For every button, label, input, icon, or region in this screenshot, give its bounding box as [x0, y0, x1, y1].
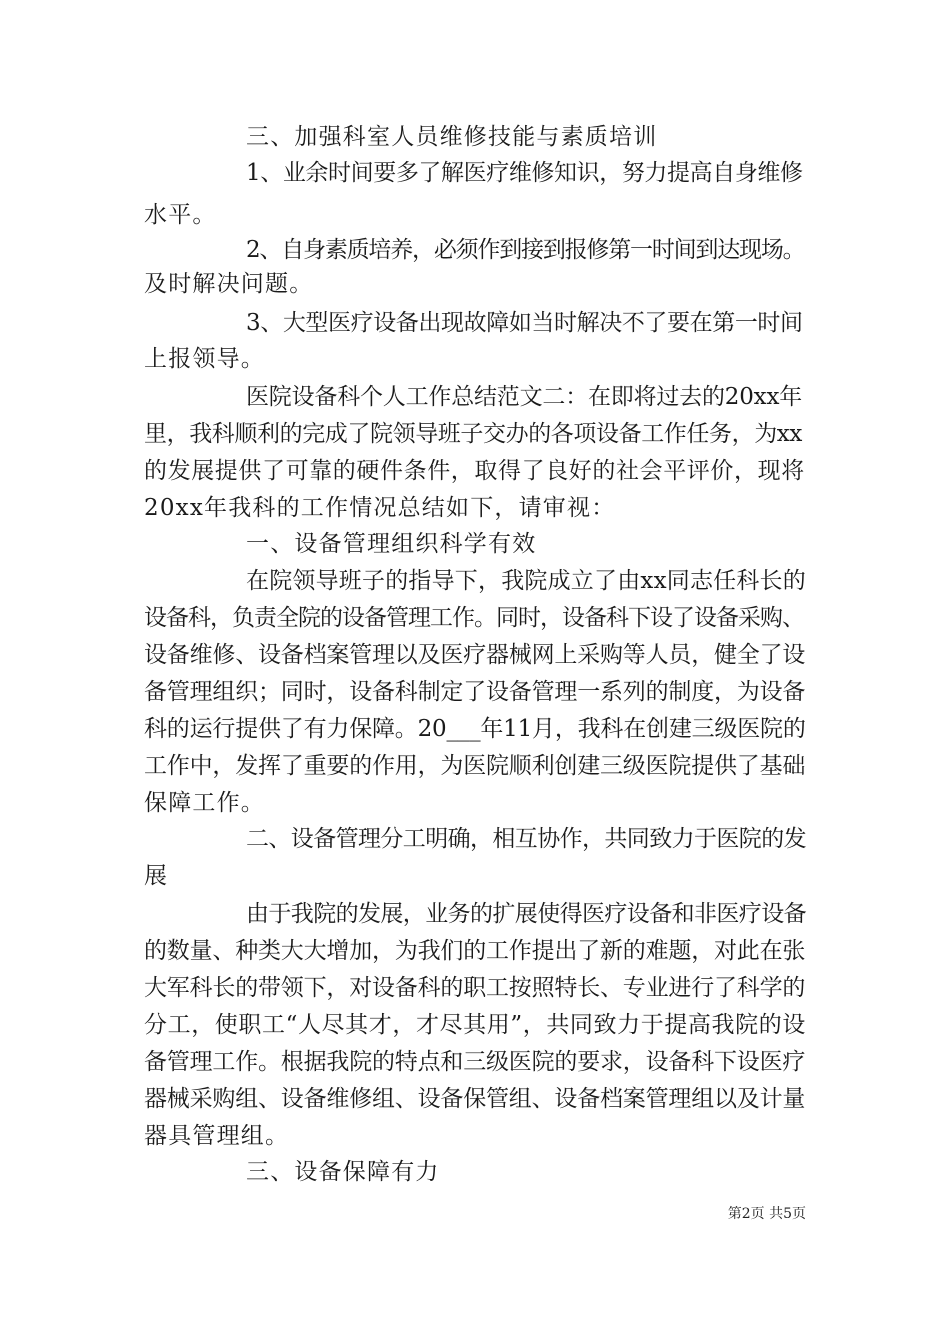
paragraph-line: 20xx年我科的工作情况总结如下，请审视： — [144, 495, 616, 521]
paragraph-line: 科的运行提供了有力保障。20___年11月，我科在创建三级医院的 — [144, 716, 806, 742]
paragraph-line: 设备科，负责全院的设备管理工作。同时，设备科下设了设备采购、 — [144, 605, 804, 631]
paragraph-line: 及时解决问题。 — [144, 271, 314, 297]
section-heading: 三、加强科室人员维修技能与素质培训 — [246, 124, 658, 150]
paragraph-line: 备管理工作。根据我院的特点和三级医院的要求，设备科下设医疗 — [144, 1049, 806, 1075]
paragraph-line: 在院领导班子的指导下，我院成立了由xx同志任科长的 — [246, 568, 806, 594]
paragraph-line: 保障工作。 — [144, 790, 265, 816]
paragraph-line: 的发展提供了可靠的硬件条件，取得了良好的社会平评价，现将 — [144, 458, 805, 484]
section-heading: 二、设备管理分工明确，相互协作，共同致力于医院的发 — [246, 826, 807, 852]
paragraph-line: 分工，使职工“人尽其才，才尽其用”，共同致力于提高我院的设 — [144, 1012, 806, 1038]
paragraph-line: 器械采购组、设备维修组、设备保管组、设备档案管理组以及计量 — [144, 1086, 806, 1112]
paragraph-line: 由于我院的发展，业务的扩展使得医疗设备和非医疗设备 — [246, 901, 807, 927]
paragraph-line: 器具管理组。 — [144, 1123, 290, 1149]
paragraph-line: 工作中，发挥了重要的作用，为医院顺利创建三级医院提供了基础 — [144, 753, 806, 779]
paragraph-line: 水平。 — [144, 202, 217, 228]
paragraph-line: 3、大型医疗设备出现故障如当时解决不了要在第一时间 — [246, 310, 803, 336]
paragraph-line: 的数量、种类大大增加，为我们的工作提出了新的难题，对此在张 — [144, 938, 806, 964]
page-number: 第2页 共5页 — [727, 1206, 806, 1222]
paragraph-line: 上报领导。 — [144, 346, 265, 372]
paragraph-line: 2、自身素质培养，必须作到接到报修第一时间到达现场。 — [246, 237, 805, 263]
paragraph-line: 备管理组织；同时，设备科制定了设备管理一系列的制度，为设备 — [144, 679, 806, 705]
paragraph-line: 展 — [144, 863, 169, 889]
section-heading: 一、设备管理组织科学有效 — [246, 531, 537, 557]
paragraph-line: 医院设备科个人工作总结范文二：在即将过去的20xx年 — [246, 384, 803, 410]
paragraph-line: 大军科长的带领下，对设备科的职工按照特长、专业进行了科学的 — [144, 975, 806, 1001]
paragraph-line: 里，我科顺利的完成了院领导班子交办的各项设备工作任务，为xx — [144, 421, 802, 447]
section-heading: 三、设备保障有力 — [246, 1159, 440, 1185]
paragraph-line: 设备维修、设备档案管理以及医疗器械网上采购等人员，健全了设 — [144, 642, 806, 668]
paragraph-line: 1、业余时间要多了解医疗维修知识，努力提高自身维修 — [246, 160, 803, 186]
